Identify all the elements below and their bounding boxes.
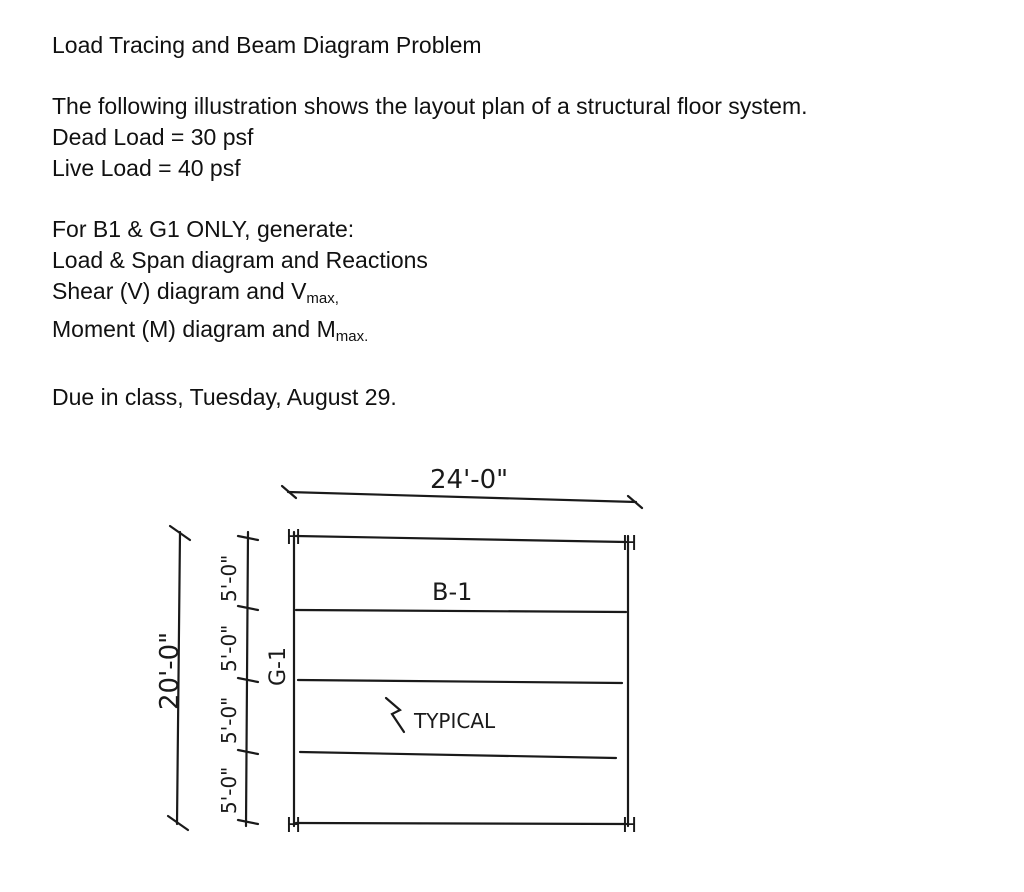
intro-text: The following illustration shows the layout plan of a structural floor system. (52, 93, 808, 119)
moment-text: Moment (M) diagram and M (52, 316, 336, 342)
instruction-shear (52, 276, 808, 314)
floor-plan-drawing (0, 440, 1024, 880)
beam-line-3 (298, 680, 622, 683)
beam-line-2 (296, 610, 626, 612)
girder-label: G-1 (266, 647, 291, 686)
bay-dim-label-2: 5'-0" (217, 624, 241, 672)
typical-arrow-icon (386, 698, 404, 732)
beam-line-5 (296, 823, 626, 824)
column-mark-bottom-left: H (286, 813, 302, 837)
vmax-subscript: max, (306, 290, 339, 307)
bay-dim-label-3: 5'-0" (217, 696, 241, 744)
instruction-moment (52, 314, 808, 352)
bay-tick-5 (238, 820, 258, 824)
beam-label: B-1 (432, 578, 473, 606)
column-mark-top-left: H (286, 525, 302, 549)
column-mark-top-right: H (622, 531, 638, 555)
live-load-text: Live Load = 40 psf (52, 155, 241, 181)
page-title: Load Tracing and Beam Diagram Problem (52, 32, 482, 58)
instructions-lead: For B1 & G1 ONLY, generate: (52, 216, 355, 242)
beam-line-1 (296, 536, 626, 542)
column-mark-bottom-right: H (622, 813, 638, 837)
beam-line-4 (300, 752, 616, 758)
problem-statement (52, 30, 808, 413)
instruction-load-span: Load & Span diagram and Reactions (52, 247, 428, 273)
overall-dimension-label: 20'-0" (155, 631, 185, 710)
shear-text: Shear (V) diagram and V (52, 278, 307, 304)
top-dimension-label: 24'-0" (430, 465, 509, 495)
due-date-text: Due in class, Tuesday, August 29. (52, 384, 397, 410)
dead-load-text: Dead Load = 30 psf (52, 124, 254, 150)
bay-dim-label-4: 5'-0" (217, 766, 241, 814)
bay-tick-4 (238, 750, 258, 754)
typical-note: TYPICAL (414, 709, 496, 733)
mmax-subscript: max. (335, 328, 369, 345)
bay-dim-label-1: 5'-0" (217, 554, 241, 602)
